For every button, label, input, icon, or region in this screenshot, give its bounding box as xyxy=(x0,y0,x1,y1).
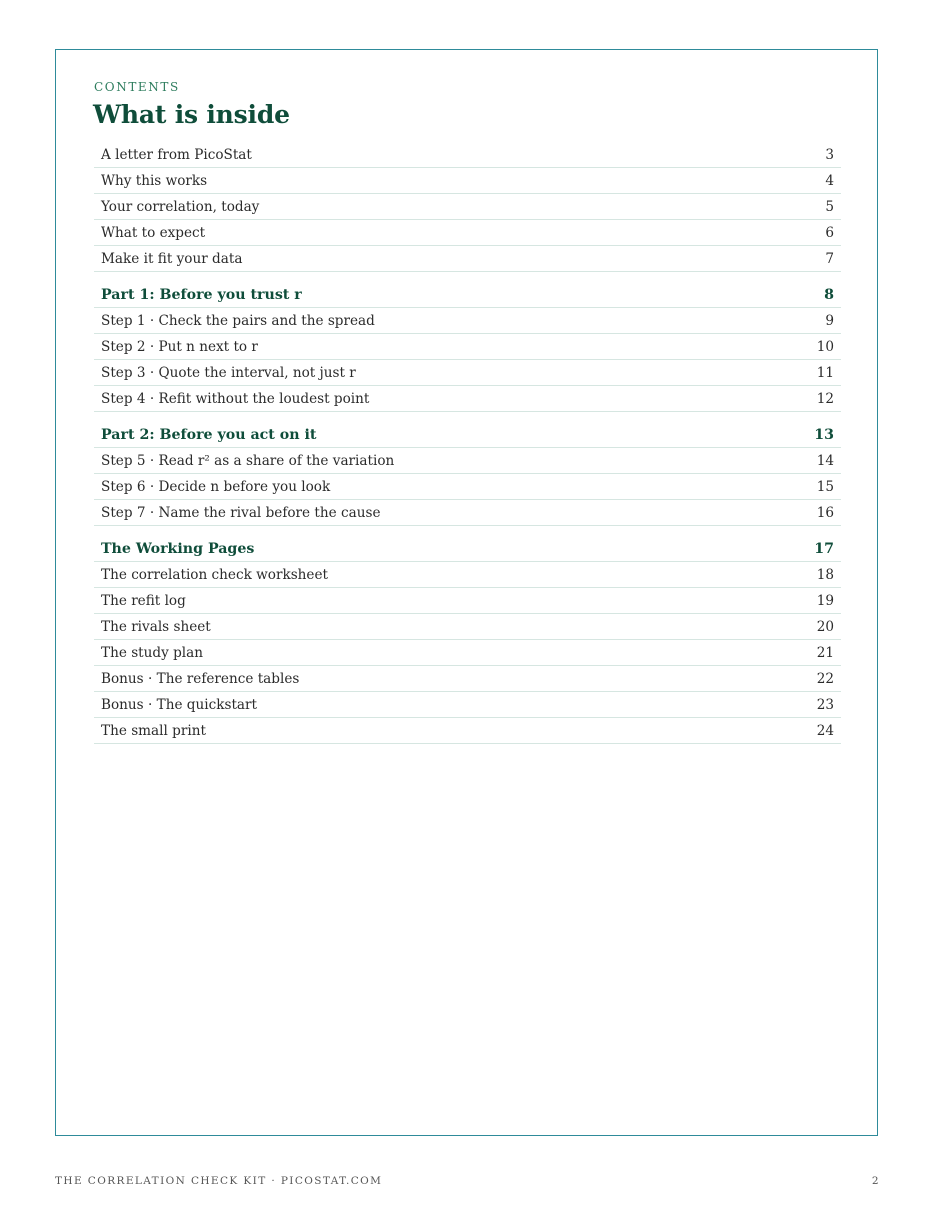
page-frame xyxy=(55,49,878,1136)
toc-entry-page-number: 10 xyxy=(816,338,834,355)
toc-entry[interactable] xyxy=(94,168,841,194)
toc-entry[interactable] xyxy=(94,360,841,386)
toc-part-heading[interactable] xyxy=(94,526,841,562)
toc-entry[interactable] xyxy=(94,220,841,246)
toc-entry[interactable] xyxy=(94,474,841,500)
toc-entry-label: Bonus · The quickstart xyxy=(101,696,257,713)
toc-entry[interactable] xyxy=(94,246,841,272)
toc-entry[interactable] xyxy=(94,500,841,526)
toc-entry-label: The refit log xyxy=(101,592,186,609)
toc-entry-label: Step 7 · Name the rival before the cause xyxy=(101,504,381,521)
toc-entry[interactable] xyxy=(94,588,841,614)
toc-entry-label: What to expect xyxy=(101,224,206,241)
toc-part-heading[interactable] xyxy=(94,272,841,308)
toc-entry-label: The small print xyxy=(101,722,206,739)
toc-entry-page-number: 3 xyxy=(825,146,834,163)
toc-entry-page-number: 20 xyxy=(816,618,834,635)
toc-entry[interactable] xyxy=(94,308,841,334)
toc-entry-label: Make it fit your data xyxy=(101,250,243,267)
toc-entry[interactable] xyxy=(94,194,841,220)
toc-entry[interactable] xyxy=(94,386,841,412)
toc-entry-label: Bonus · The reference tables xyxy=(101,670,300,687)
toc-entry-label: Step 5 · Read r² as a share of the variation xyxy=(101,452,395,469)
toc-entry-page-number: 24 xyxy=(816,722,834,739)
table-of-contents xyxy=(94,142,841,744)
toc-entry-page-number: 11 xyxy=(816,364,834,381)
toc-entry[interactable] xyxy=(94,562,841,588)
toc-entry-page-number: 13 xyxy=(814,426,834,443)
toc-entry[interactable] xyxy=(94,692,841,718)
toc-entry[interactable] xyxy=(94,640,841,666)
section-eyebrow: CONTENTS xyxy=(94,80,180,94)
toc-entry-label: Step 6 · Decide n before you look xyxy=(101,478,331,495)
toc-entry-label: Step 4 · Refit without the loudest point xyxy=(101,390,370,407)
toc-entry-label: Step 3 · Quote the interval, not just r xyxy=(101,364,356,381)
toc-entry-label: Part 2: Before you act on it xyxy=(101,426,317,443)
page-footer xyxy=(55,1175,880,1187)
footer-text: THE CORRELATION CHECK KIT · PICOSTAT.COM xyxy=(55,1175,383,1187)
toc-entry[interactable] xyxy=(94,448,841,474)
toc-entry[interactable] xyxy=(94,666,841,692)
toc-entry-label: The correlation check worksheet xyxy=(101,566,328,583)
toc-entry-label: Step 1 · Check the pairs and the spread xyxy=(101,312,375,329)
footer-page-number: 2 xyxy=(871,1175,880,1187)
toc-entry-label: The study plan xyxy=(101,644,203,661)
toc-entry-page-number: 6 xyxy=(825,224,834,241)
toc-entry[interactable] xyxy=(94,334,841,360)
toc-entry-page-number: 12 xyxy=(816,390,834,407)
toc-entry-page-number: 9 xyxy=(825,312,834,329)
toc-entry-label: The Working Pages xyxy=(101,540,255,557)
toc-entry-label: Part 1: Before you trust r xyxy=(101,286,302,303)
page-title: What is inside xyxy=(93,100,290,129)
toc-entry-page-number: 7 xyxy=(825,250,834,267)
toc-entry-page-number: 19 xyxy=(816,592,834,609)
toc-entry[interactable] xyxy=(94,718,841,744)
toc-entry-page-number: 21 xyxy=(816,644,834,661)
toc-entry-page-number: 16 xyxy=(816,504,834,521)
toc-part-heading[interactable] xyxy=(94,412,841,448)
toc-entry-page-number: 14 xyxy=(816,452,834,469)
toc-entry-label: Your correlation, today xyxy=(101,198,260,215)
toc-entry-page-number: 22 xyxy=(816,670,834,687)
toc-entry-page-number: 4 xyxy=(825,172,834,189)
toc-entry[interactable] xyxy=(94,614,841,640)
toc-entry-page-number: 15 xyxy=(816,478,834,495)
toc-entry-page-number: 23 xyxy=(816,696,834,713)
toc-entry-label: Why this works xyxy=(101,172,208,189)
toc-entry-label: Step 2 · Put n next to r xyxy=(101,338,258,355)
toc-entry[interactable] xyxy=(94,142,841,168)
toc-entry-page-number: 18 xyxy=(816,566,834,583)
toc-entry-label: A letter from PicoStat xyxy=(101,146,252,163)
toc-entry-page-number: 17 xyxy=(814,540,834,557)
toc-entry-page-number: 5 xyxy=(825,198,834,215)
toc-entry-label: The rivals sheet xyxy=(101,618,211,635)
toc-entry-page-number: 8 xyxy=(824,286,834,303)
